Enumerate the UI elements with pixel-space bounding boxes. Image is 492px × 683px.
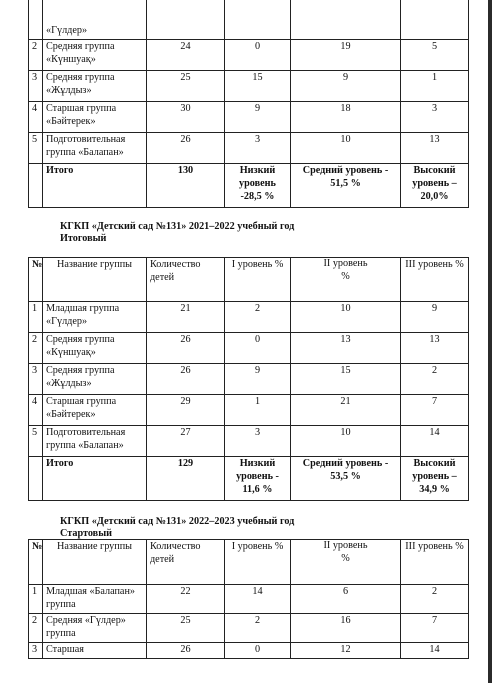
cell-count: 26 [147, 133, 225, 164]
section-heading-2022-2023 [60, 516, 294, 540]
table-results-2021-2022 [28, 257, 469, 501]
cell-level3: 1 [401, 71, 469, 102]
cell-group-name: Подготовительная группа «Балапан» [43, 133, 147, 164]
cell-total-count: 129 [147, 457, 225, 501]
cell-group-name: Средняя группа «Жұлдыз» [43, 71, 147, 102]
cell-group-name: Младшая «Балапан» группа [43, 585, 147, 614]
cell-total-level1: Низкий уровень - 11,6 % [225, 457, 291, 501]
header-no: № [29, 540, 43, 585]
cell-level2: 19 [291, 40, 401, 71]
cell-total-level3: Высокий уровень –34,9 % [401, 457, 469, 501]
table-row [29, 102, 469, 133]
cell-level3: 2 [401, 585, 469, 614]
table-results-2022-2023 [28, 539, 469, 659]
cell-level3 [401, 0, 469, 40]
header-count: Количество детей [147, 258, 225, 302]
cell-level3: 7 [401, 614, 469, 643]
cell-no: 3 [29, 364, 43, 395]
cell-no: 1 [29, 302, 43, 333]
heading-title: КГКП «Детский сад №131» 2021–2022 учебный год [60, 221, 295, 232]
cell-group-name: Средняя группа «Күншуақ» [43, 40, 147, 71]
table-row [29, 40, 469, 71]
cell-level3: 14 [401, 643, 469, 659]
table-total-row [29, 457, 469, 501]
cell-count: 21 [147, 302, 225, 333]
cell-level2: 10 [291, 302, 401, 333]
cell-level2 [291, 0, 401, 40]
header-group-name: Название группы [43, 258, 147, 302]
cell-group-name: Старшая группа «Бәйтерек» [43, 102, 147, 133]
cell-level1: 9 [225, 364, 291, 395]
table-header-row [29, 258, 469, 302]
table-row [29, 333, 469, 364]
table-row [29, 426, 469, 457]
cell-count: 27 [147, 426, 225, 457]
cell-level2: 16 [291, 614, 401, 643]
cell-group-name: Средняя группа «Жұлдыз» [43, 364, 147, 395]
cell-group-name: Старшая [43, 643, 147, 659]
table-row [29, 395, 469, 426]
cell-count: 26 [147, 333, 225, 364]
cell-no: 2 [29, 40, 43, 71]
cell-no: 3 [29, 71, 43, 102]
cell-level2: 15 [291, 364, 401, 395]
cell-level2: 13 [291, 333, 401, 364]
header-level1: I уровень % [225, 540, 291, 585]
table-row [29, 585, 469, 614]
cell-no: 1 [29, 585, 43, 614]
heading-title: КГКП «Детский сад №131» 2022–2023 учебный год [60, 516, 295, 527]
header-group-name: Название группы [43, 540, 147, 585]
cell-total-count: 130 [147, 164, 225, 208]
table-row [29, 0, 469, 40]
cell-level2: 9 [291, 71, 401, 102]
cell-count [147, 0, 225, 40]
cell-count: 22 [147, 585, 225, 614]
page-edge-bar [488, 0, 492, 683]
header-level1: I уровень % [225, 258, 291, 302]
cell-level1: 9 [225, 102, 291, 133]
cell-group-name: Средняя «Гүлдер» группа [43, 614, 147, 643]
cell-group-name: Подготовительная группа «Балапан» [43, 426, 147, 457]
cell-no [29, 0, 43, 40]
heading-subtitle: Стартовый [60, 528, 113, 539]
cell-level3: 14 [401, 426, 469, 457]
cell-count: 25 [147, 614, 225, 643]
cell-no: 2 [29, 614, 43, 643]
cell-level2: 21 [291, 395, 401, 426]
cell-no: 4 [29, 102, 43, 133]
cell-level1: 3 [225, 133, 291, 164]
cell-count: 29 [147, 395, 225, 426]
header-level3: III уровень % [401, 540, 469, 585]
cell-level1: 0 [225, 643, 291, 659]
table-row [29, 133, 469, 164]
cell-group-name: Средняя группа «Күншуақ» [43, 333, 147, 364]
cell-level1: 2 [225, 302, 291, 333]
cell-level3: 13 [401, 333, 469, 364]
cell-total-level3: Высокий уровень –20,0% [401, 164, 469, 208]
header-level2: II уровень % [291, 540, 401, 585]
cell-group-name: «Гүлдер» [43, 0, 147, 40]
table-results-previous [28, 0, 469, 208]
cell-level3: 9 [401, 302, 469, 333]
header-level2: II уровень % [291, 258, 401, 302]
cell-level2: 10 [291, 133, 401, 164]
cell-level2: 10 [291, 426, 401, 457]
heading-subtitle: Итоговый [60, 233, 107, 244]
cell-no: 3 [29, 643, 43, 659]
section-heading-2021-2022 [60, 221, 294, 245]
cell-total-label: Итого [43, 164, 147, 208]
cell-level1: 3 [225, 426, 291, 457]
cell-level3: 13 [401, 133, 469, 164]
cell-count: 26 [147, 364, 225, 395]
cell-no: 5 [29, 133, 43, 164]
cell-no: 5 [29, 426, 43, 457]
cell-level3: 5 [401, 40, 469, 71]
table-row [29, 302, 469, 333]
cell-count: 24 [147, 40, 225, 71]
table-row [29, 643, 469, 659]
cell-level1: 2 [225, 614, 291, 643]
cell-count: 30 [147, 102, 225, 133]
cell-level3: 3 [401, 102, 469, 133]
table-total-row [29, 164, 469, 208]
table-row [29, 71, 469, 102]
cell-no: 2 [29, 333, 43, 364]
cell-level2: 18 [291, 102, 401, 133]
cell-level2: 12 [291, 643, 401, 659]
cell-level1: 0 [225, 40, 291, 71]
table-row [29, 364, 469, 395]
cell-total-level1: Низкий уровень -28,5 % [225, 164, 291, 208]
table-header-row [29, 540, 469, 585]
cell-count: 26 [147, 643, 225, 659]
cell-total-label: Итого [43, 457, 147, 501]
cell-count: 25 [147, 71, 225, 102]
cell-total-level2: Средний уровень - 51,5 % [291, 164, 401, 208]
cell-level3: 7 [401, 395, 469, 426]
cell-level2: 6 [291, 585, 401, 614]
header-no: № [29, 258, 43, 302]
cell-level1: 15 [225, 71, 291, 102]
cell-level1: 14 [225, 585, 291, 614]
cell-level1: 1 [225, 395, 291, 426]
cell-total-level2: Средний уровень - 53,5 % [291, 457, 401, 501]
header-level3: III уровень % [401, 258, 469, 302]
header-count: Количество детей [147, 540, 225, 585]
cell-level1: 0 [225, 333, 291, 364]
cell-level3: 2 [401, 364, 469, 395]
table-row [29, 614, 469, 643]
cell-level1 [225, 0, 291, 40]
cell-no: 4 [29, 395, 43, 426]
cell-group-name: Младшая группа «Гүлдер» [43, 302, 147, 333]
cell-group-name: Старшая группа «Бәйтерек» [43, 395, 147, 426]
